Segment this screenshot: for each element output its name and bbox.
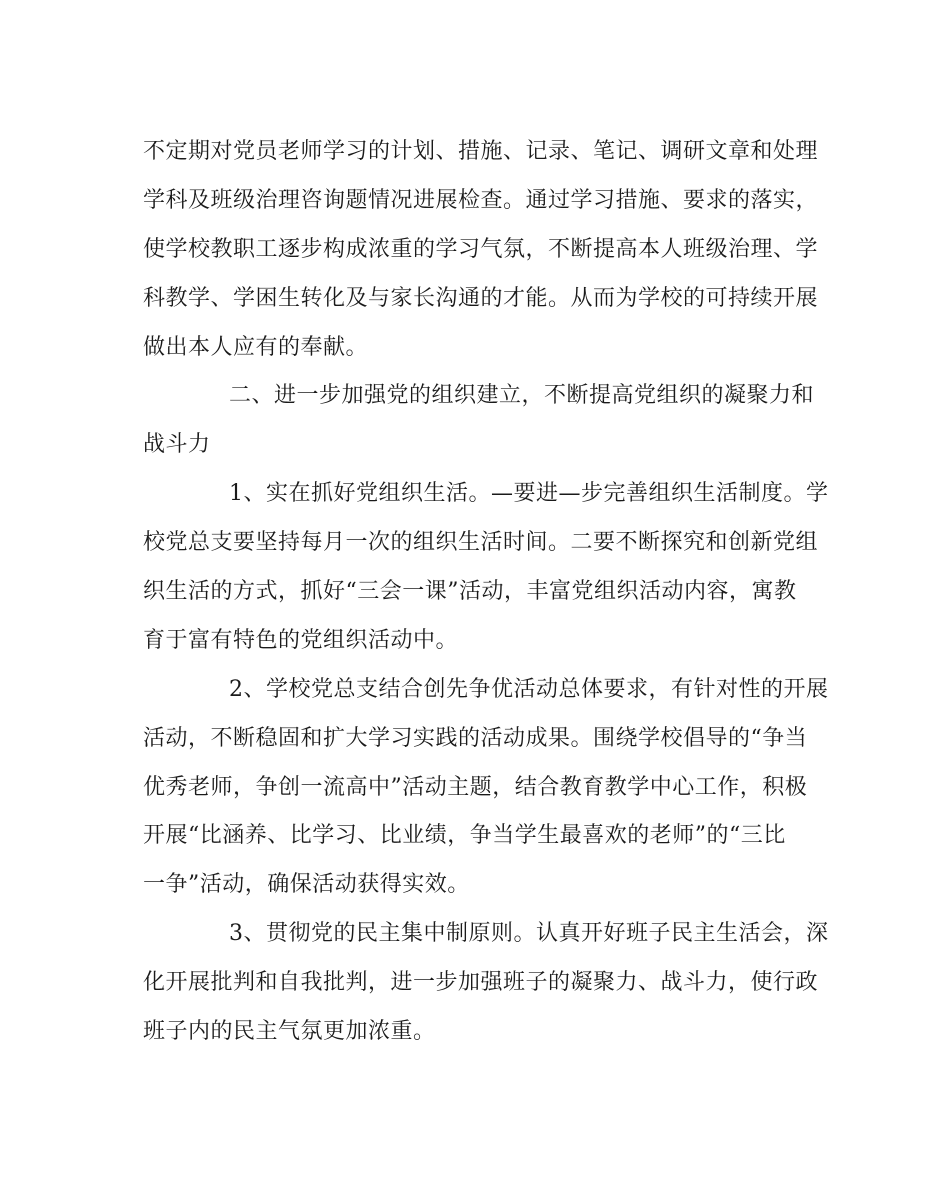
section-heading-continued: 战斗力	[143, 432, 211, 458]
text-line: 校党总支要坚持每月一次的组织生活时间。二要不断探究和创新党组	[143, 530, 819, 556]
text-line: 育于富有特色的党组织活动中。	[143, 627, 459, 653]
text-line: 做出本人应有的奉献。	[143, 334, 369, 360]
paragraph-start: 1、实在抓好党组织生活。—要进—步完善组织生活制度。学	[229, 481, 829, 507]
text-line: 科教学、学困生转化及与家长沟通的才能。从而为学校的可持续开展	[143, 285, 819, 311]
text-line: 使学校教职工逐步构成浓重的学习气氛，不断提高本人班级治理、学	[143, 236, 819, 262]
text-line: 班子内的民主气氛更加浓重。	[143, 1019, 436, 1045]
text-line: 活动，不断稳固和扩大学习实践的活动成果。围绕学校倡导的“争当	[143, 725, 808, 751]
text-line: 织生活的方式，抓好“三会一课”活动，丰富党组织活动内容，寓教	[143, 579, 797, 605]
paragraph-start: 2、学校党总支结合创先争优活动总体要求，有针对性的开展	[229, 676, 829, 702]
text-line: 一争”活动，确保活动获得实效。	[143, 872, 470, 898]
paragraph-start: 3、贯彻党的民主集中制原则。认真开好班子民主生活会，深	[229, 921, 829, 947]
section-heading: 二、进一步加强党的组织建立，不断提高党组织的凝聚力和	[229, 383, 815, 409]
text-line: 开展“比涵养、比学习、比业绩，争当学生最喜欢的老师”的“三比	[143, 823, 786, 849]
text-line: 优秀老师，争创一流高中”活动主题，结合教育教学中心工作，积极	[143, 774, 808, 800]
text-line: 化开展批判和自我批判，进一步加强班子的凝聚力、战斗力，使行政	[143, 970, 819, 996]
text-line: 学科及班级治理咨询题情况进展检查。通过学习措施、要求的落实，	[143, 187, 819, 213]
text-line: 不定期对党员老师学习的计划、措施、记录、笔记、调研文章和处理	[143, 139, 819, 164]
document-body	[143, 128, 829, 1057]
